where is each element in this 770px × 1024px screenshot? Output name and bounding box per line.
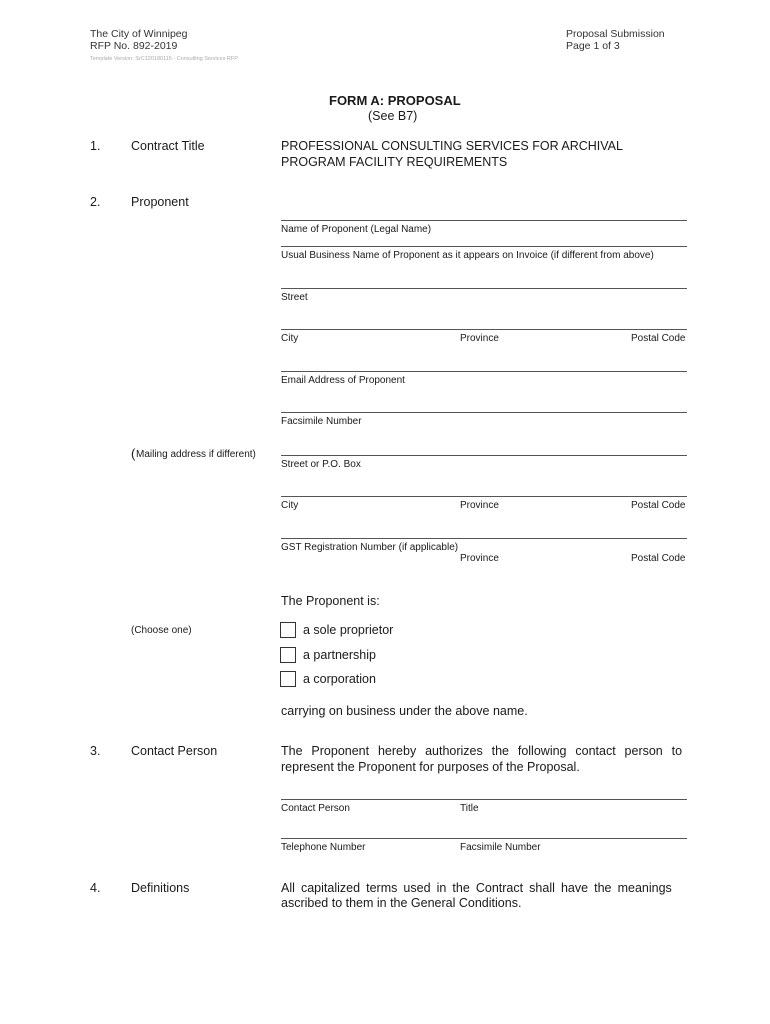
mailing-note: Mailing address if different)	[136, 449, 256, 460]
legal-name-field[interactable]	[281, 220, 687, 221]
telephone-label: Telephone Number	[281, 842, 366, 853]
street-label: Street	[281, 292, 308, 303]
section-1-number: 1.	[90, 139, 101, 153]
definitions-line1: All capitalized terms used in the Contract shall have the meanings	[281, 881, 672, 895]
email-field[interactable]	[281, 371, 687, 372]
fax-label: Facsimile Number	[281, 416, 362, 427]
street-po-field[interactable]	[281, 455, 687, 456]
telephone-fax-field[interactable]	[281, 838, 687, 839]
partnership-label: a partnership	[303, 648, 376, 662]
header-org: The City of Winnipeg	[90, 28, 188, 40]
street-field[interactable]	[281, 288, 687, 289]
business-name-label: Usual Business Name of Proponent as it appears on Invoice (if different from above)	[281, 250, 654, 261]
form-title: FORM A: PROPOSAL	[329, 93, 461, 108]
province-2-label: Province	[460, 500, 499, 511]
header-rfp: RFP No. 892-2019	[90, 40, 178, 52]
postal-code-3-label: Postal Code	[631, 553, 686, 564]
legal-name-label: Name of Proponent (Legal Name)	[281, 224, 432, 235]
contract-title-line1: PROFESSIONAL CONSULTING SERVICES FOR ARCHIVAL	[281, 139, 623, 153]
city-province-postal-field[interactable]	[281, 329, 687, 330]
section-3-label: Contact Person	[131, 744, 218, 758]
postal-code-label: Postal Code	[631, 333, 686, 344]
header-page: Page 1 of 3	[566, 40, 620, 52]
template-version: Template Version: SrC120180115 - Consulting Services RFP	[90, 56, 238, 62]
email-label: Email Address of Proponent	[281, 375, 405, 386]
contact-fax-label: Facsimile Number	[460, 842, 541, 853]
section-3-number: 3.	[90, 744, 101, 758]
province-3-label: Province	[460, 553, 499, 564]
fax-field[interactable]	[281, 412, 687, 413]
city-label: City	[281, 333, 299, 344]
form-see: (See B7)	[368, 109, 418, 123]
choose-one-label: (Choose one)	[131, 625, 192, 636]
gst-field[interactable]	[281, 538, 687, 539]
contact-authorization-line2: represent the Proponent for purposes of the Proposal.	[281, 760, 580, 774]
province-label: Province	[460, 333, 499, 344]
business-name-field[interactable]	[281, 246, 687, 247]
street-po-label: Street or P.O. Box	[281, 459, 361, 470]
section-1-label: Contract Title	[131, 139, 205, 153]
contact-person-title-field[interactable]	[281, 799, 687, 800]
corporation-checkbox[interactable]	[280, 671, 296, 687]
definitions-line2: ascribed to them in the General Conditions.	[281, 896, 522, 910]
section-2-label: Proponent	[131, 195, 189, 209]
header-submission: Proposal Submission	[566, 28, 665, 40]
mailing-note-paren: (	[131, 446, 136, 461]
gst-label: GST Registration Number (if applicable)	[281, 542, 459, 553]
city-2-label: City	[281, 500, 299, 511]
city-province-postal-2-field[interactable]	[281, 496, 687, 497]
corporation-label: a corporation	[303, 672, 376, 686]
section-4-number: 4.	[90, 881, 101, 895]
proponent-is-label: The Proponent is:	[281, 594, 380, 608]
partnership-checkbox[interactable]	[280, 647, 296, 663]
section-2-number: 2.	[90, 195, 101, 209]
contact-title-label: Title	[460, 803, 479, 814]
sole-proprietor-checkbox[interactable]	[280, 622, 296, 638]
contact-authorization-line1: The Proponent hereby authorizes the following contact person to	[281, 744, 683, 758]
contract-title-line2: PROGRAM FACILITY REQUIREMENTS	[281, 155, 508, 169]
section-4-label: Definitions	[131, 881, 190, 895]
postal-code-2-label: Postal Code	[631, 500, 686, 511]
carrying-on-business-text: carrying on business under the above name.	[281, 704, 528, 718]
contact-person-label: Contact Person	[281, 803, 350, 814]
sole-proprietor-label: a sole proprietor	[303, 623, 394, 637]
